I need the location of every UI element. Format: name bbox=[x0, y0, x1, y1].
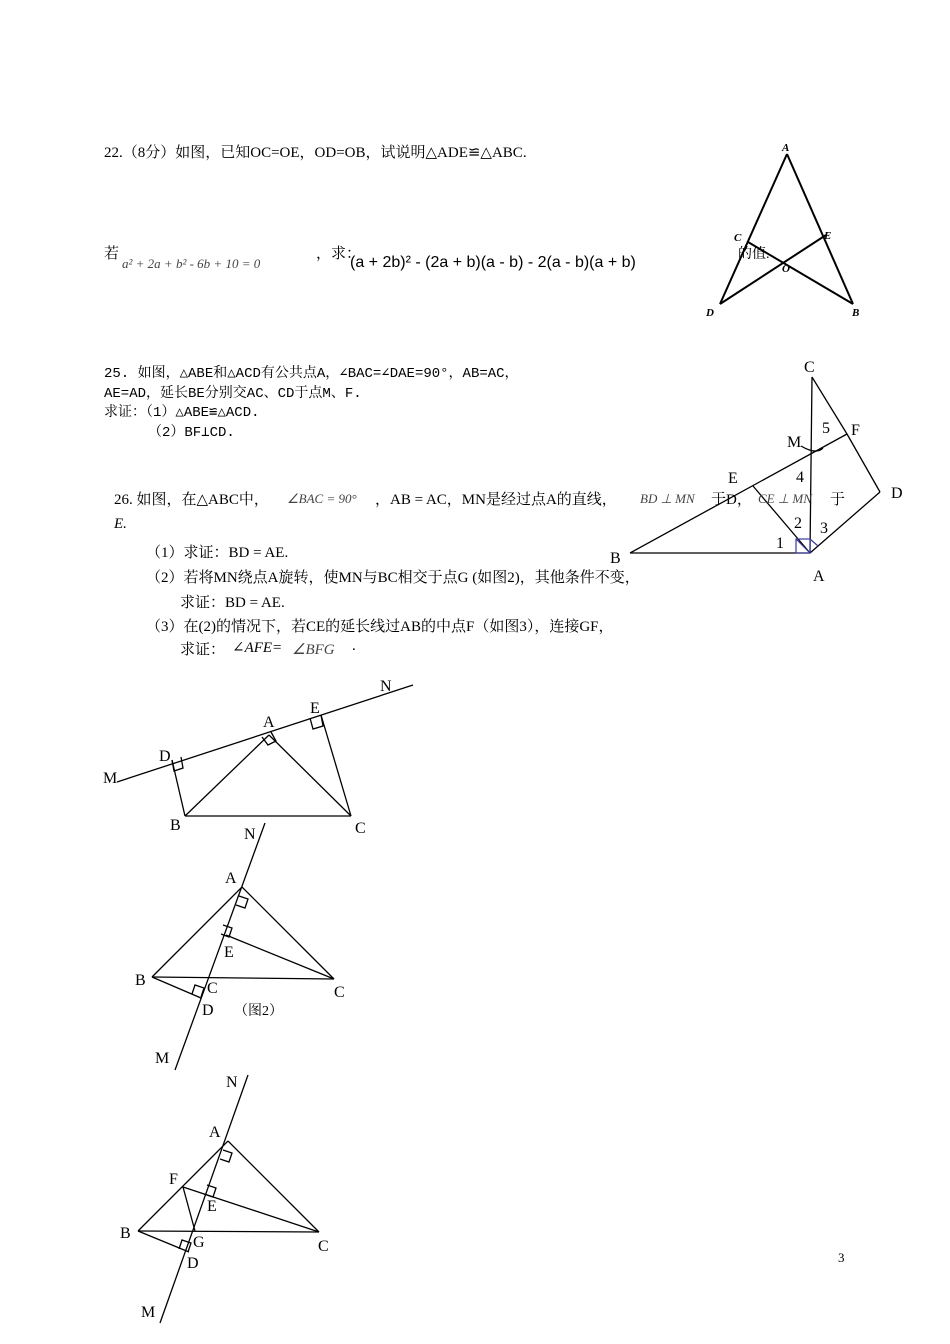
fig1-label-c: C bbox=[355, 820, 366, 837]
q26-part3b-prefix: 求证： bbox=[180, 642, 226, 658]
q22-label-b: B bbox=[852, 307, 860, 319]
fig2-label-e: E bbox=[224, 944, 234, 961]
fig1-label-e: E bbox=[310, 700, 320, 717]
q26-part3b-end: . bbox=[352, 638, 356, 654]
q25-label-m: M bbox=[787, 434, 802, 451]
q25-label-4: 4 bbox=[796, 469, 804, 486]
page-number: 3 bbox=[838, 1250, 845, 1265]
q26-part3b-right: ∠BFG bbox=[292, 642, 335, 658]
q22-text: 22.（8分）如图，已知OC=OE，OD=OB，试说明△ADE≌△ABC. bbox=[104, 145, 527, 161]
q25-line3: 求证：（1）△ABE≌△ACD. bbox=[104, 405, 260, 421]
fig2-caption: （图2） bbox=[234, 1004, 283, 1019]
q25-label-f: F bbox=[851, 422, 860, 439]
fig3-label-a: A bbox=[209, 1124, 221, 1141]
q26-part2a: （2）若将MN绕点A旋转，使MN与BC相交于点G (如图2)，其他条件不变， bbox=[146, 570, 640, 586]
fig2-label-b: B bbox=[135, 972, 146, 989]
q26-e-end: E. bbox=[114, 516, 127, 532]
fig2-label-g: C bbox=[207, 980, 218, 997]
q25-label-3: 3 bbox=[820, 520, 828, 537]
q23-condition: a² + 2a + b² - 6b + 10 = 0 bbox=[122, 256, 261, 271]
q25-label-2: 2 bbox=[794, 515, 802, 532]
q26-part2b: 求证：BD = AE. bbox=[180, 595, 285, 611]
fig2-label-a: A bbox=[225, 870, 237, 887]
q26-at-d: 于D， bbox=[711, 492, 752, 508]
fig3-label-c: C bbox=[318, 1238, 329, 1255]
fig3-label-b: B bbox=[120, 1225, 131, 1242]
q25-label-d: D bbox=[891, 485, 903, 502]
q26-figure3 bbox=[115, 1065, 355, 1335]
q26-part3a: （3）在(2)的情况下，若CE的延长线过AB的中点F（如图3），连接GF， bbox=[146, 619, 614, 635]
fig3-label-f: F bbox=[169, 1171, 178, 1188]
q26-figure2 bbox=[120, 815, 370, 1075]
q25-line4: （2）BF⊥CD. bbox=[148, 425, 235, 441]
q23-suffix: 的值. bbox=[738, 247, 770, 262]
q25-label-a: A bbox=[813, 568, 825, 585]
q22-label-c: C bbox=[734, 232, 742, 244]
q25-label-5: 5 bbox=[822, 420, 830, 437]
q26-intro-b: ，AB = AC，MN是经过点A的直线， bbox=[375, 492, 617, 508]
q25-label-e: E bbox=[728, 470, 738, 487]
q26-angle-cond: ∠BAC = 90° bbox=[287, 491, 357, 506]
q22-figure bbox=[700, 140, 870, 325]
q25-label-c: C bbox=[804, 359, 815, 376]
q22-label-a: A bbox=[782, 142, 790, 154]
fig2-label-c: C bbox=[334, 984, 345, 1001]
q26-intro-a: 26. 如图，在△ABC中， bbox=[114, 492, 269, 508]
q25-figure bbox=[600, 355, 910, 585]
fig3-label-n: N bbox=[226, 1074, 238, 1091]
fig3-label-d: D bbox=[187, 1255, 199, 1272]
fig3-label-g: G bbox=[193, 1234, 205, 1251]
q23-ask: ，求： bbox=[316, 246, 362, 262]
q25-line1: 25. 如图，△ABE和△ACD有公共点A，∠BAC=∠DAE=90°，AB=AC， bbox=[104, 366, 519, 382]
q23-expression: (a + 2b)² - (2a + b)(a - b) - 2(a - b)(a + b) bbox=[350, 254, 636, 271]
fig2-label-d: D bbox=[202, 1002, 214, 1019]
q23-prefix: 若 bbox=[104, 246, 120, 262]
q22-label-o: O bbox=[782, 263, 790, 275]
fig1-label-a: A bbox=[263, 714, 275, 731]
fig1-label-b: B bbox=[170, 817, 181, 834]
q25-line2: AE=AD，延长BE分别交AC、CD于点M、F. bbox=[104, 386, 362, 402]
q26-part1: （1）求证：BD = AE. bbox=[146, 545, 289, 561]
fig1-label-n: N bbox=[380, 678, 392, 695]
q25-label-b: B bbox=[610, 550, 621, 567]
q22-label-d: D bbox=[706, 307, 714, 319]
q26-part3b-left: ∠AFE= bbox=[232, 640, 283, 656]
fig2-label-n: N bbox=[244, 826, 256, 843]
q26-perp2: CE ⊥ MN bbox=[758, 491, 812, 506]
fig3-label-m: M bbox=[141, 1304, 156, 1321]
q25-label-1: 1 bbox=[776, 535, 784, 552]
fig3-label-e: E bbox=[207, 1198, 217, 1215]
fig2-label-m: M bbox=[155, 1050, 170, 1067]
fig1-label-m: M bbox=[103, 770, 118, 787]
q26-yu: 于 bbox=[830, 492, 846, 508]
q26-perp1: BD ⊥ MN bbox=[640, 491, 695, 506]
q22-label-e: E bbox=[824, 230, 832, 242]
fig1-label-d: D bbox=[159, 748, 171, 765]
